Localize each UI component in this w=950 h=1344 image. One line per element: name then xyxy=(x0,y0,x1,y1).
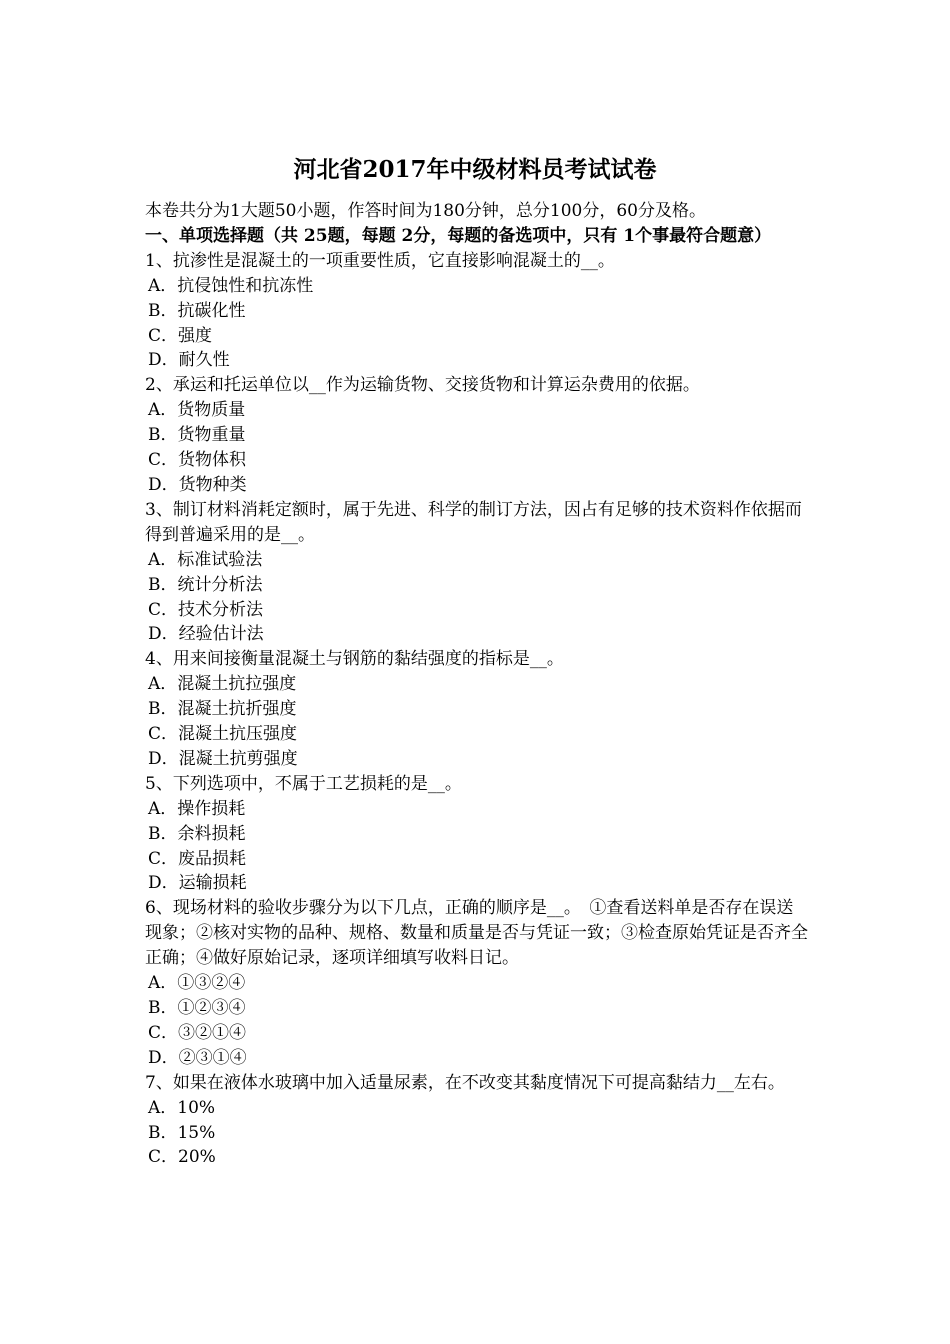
option-d: D．②③①④ xyxy=(148,1047,247,1068)
option-d: D．货物种类 xyxy=(148,474,247,495)
option-d: D．耐久性 xyxy=(148,350,230,371)
intro-text: 本卷共分为1大题50小题，作答时间为180分钟，总分100分，60分及格。 xyxy=(145,201,706,221)
question-2 xyxy=(145,373,810,498)
option-a: A．①③②④ xyxy=(148,973,246,994)
option-a: A．10% xyxy=(148,1097,216,1118)
option-b: B．①②③④ xyxy=(148,998,246,1018)
question-stem: 7、如果在液体水玻璃中加入适量尿素，在不改变其黏度情况下可提高黏结力__左右。 xyxy=(145,1072,785,1093)
document-body xyxy=(145,199,810,1170)
question-stem: 4、用来间接衡量混凝土与钢筋的黏结强度的指标是__。 xyxy=(145,649,564,670)
option-c: C．③②①④ xyxy=(148,1022,247,1043)
option-a: A．操作损耗 xyxy=(148,798,246,819)
option-a: A．混凝土抗拉强度 xyxy=(148,674,297,695)
option-b: B．货物重量 xyxy=(148,425,246,446)
question-4 xyxy=(145,647,810,772)
option-b: B．混凝土抗折强度 xyxy=(148,699,297,720)
question-3 xyxy=(145,498,810,647)
option-a: A．抗侵蚀性和抗冻性 xyxy=(148,275,314,296)
section-heading: 一、单项选择题（共 25题，每题 2分，每题的备选项中，只有 1个事最符合题意） xyxy=(145,225,772,246)
option-d: D．混凝土抗剪强度 xyxy=(148,748,298,769)
option-b: B．抗碳化性 xyxy=(148,300,246,321)
question-6 xyxy=(145,896,810,1070)
option-b: B．统计分析法 xyxy=(148,574,263,595)
question-stem: 3、制订材料消耗定额时，属于先进、科学的制订方法，因占有足够的技术资料作依据而得到普遍采用的是__。 xyxy=(145,499,802,545)
option-d: D．运输损耗 xyxy=(148,873,247,894)
question-1 xyxy=(145,249,810,374)
question-stem: 5、下列选项中，不属于工艺损耗的是__。 xyxy=(145,773,462,794)
option-c: C．货物体积 xyxy=(148,450,247,471)
question-stem: 2、承运和托运单位以__作为运输货物、交接货物和计算运杂费用的依据。 xyxy=(145,375,700,396)
option-c: C．强度 xyxy=(148,325,213,346)
page-title: 河北省2017年中级材料员考试试卷 xyxy=(293,156,657,183)
question-stem: 6、现场材料的验收步骤分为以下几点，正确的顺序是__。 ①查看送料单是否存在误送现象；②核对实物的品种、规格、数量和质量是否与凭证一致；③检查原始凭证是否齐全正确；④做好原始记录，逐项详细填写收料日记。 xyxy=(145,898,808,969)
option-b: B．15% xyxy=(148,1122,216,1143)
option-c: C．混凝土抗压强度 xyxy=(148,724,298,745)
option-b: B．余料损耗 xyxy=(148,823,246,844)
question-5 xyxy=(145,772,810,897)
option-a: A．标准试验法 xyxy=(148,549,263,570)
option-c: C．技术分析法 xyxy=(148,599,264,620)
option-a: A．货物质量 xyxy=(148,400,246,421)
option-c: C．20% xyxy=(148,1147,216,1168)
question-7 xyxy=(145,1071,810,1171)
option-c: C．废品损耗 xyxy=(148,848,247,869)
option-d: D．经验估计法 xyxy=(148,624,264,645)
question-stem: 1、抗渗性是混凝土的一项重要性质，它直接影响混凝土的__。 xyxy=(145,250,615,271)
